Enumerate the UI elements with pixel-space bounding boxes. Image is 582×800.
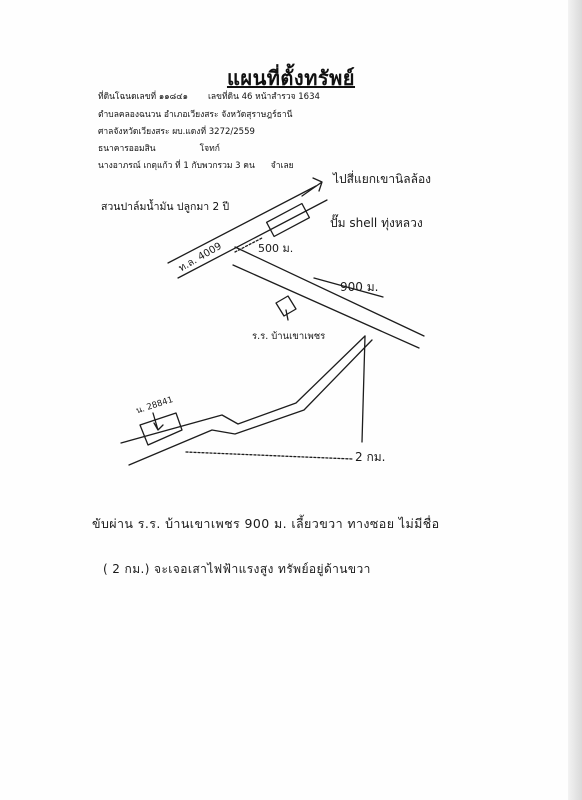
directions-line-2: ( 2 กม.) จะเจอเสาไฟฟ้าแรงสูง ทรัพย์อยู่ด้านขวา	[103, 562, 371, 576]
defendant-role: จำเลย	[270, 161, 294, 171]
location-text: ตำบลคลองฉนวน อำเภอเวียงสระ จังหวัดสุราษฎร์ธานี	[98, 110, 293, 120]
land-number: เลขที่ดิน 46 หน้าสำรวจ 1634	[208, 92, 320, 102]
shell-station-label: ปั๊ม shell ทุ่งหลวง	[330, 216, 423, 230]
distance-2km-label: 2 กม.	[355, 450, 386, 464]
distance-900-label: 900 ม.	[340, 280, 379, 294]
land-use-note: สวนปาล์มน้ำมัน ปลูกมา 2 ปี	[101, 201, 230, 213]
main-road-lower-edge	[178, 200, 327, 278]
plaintiff-role: โจทก์	[199, 144, 220, 154]
road-code-label: ท.ล. 4009	[177, 240, 224, 275]
parcel-marker	[140, 413, 182, 445]
main-road-upper-edge	[168, 186, 316, 263]
document-title: แผนที่ตั้งทรัพย์	[226, 66, 356, 90]
distance-2km-marker	[186, 452, 352, 459]
deed-number: ที่ดินโฉนดเลขที่ ๑๑๘๔๑	[98, 92, 189, 102]
junction-arrow	[302, 178, 322, 196]
plaintiff-name: ธนาคารออมสิน	[98, 144, 156, 154]
main-road-east-upper	[235, 247, 424, 336]
parcel-arrow	[153, 413, 163, 430]
directions-line-1: ขับผ่าน ร.ร. บ้านเขาเพชร 900 ม. เลี้ยวขวา ทางซอย ไม่มีชื่อ	[92, 516, 440, 531]
court-text: ศาลจังหวัดเวียงสระ ผบ.แดงที่ 3272/2559	[98, 127, 255, 137]
parcel-label: น. 28841	[134, 395, 175, 417]
defendant-name: นางอาภรณ์ เกตุแก้ว ที่ 1 กับพวกรวม 3 คน	[98, 161, 255, 171]
school-marker	[276, 296, 296, 320]
distance-500-label: 500 ม.	[258, 242, 294, 255]
school-label: ร.ร. บ้านเขาเพชร	[252, 331, 326, 342]
side-road-edge	[362, 336, 365, 442]
junction-label: ไปสี่แยกเขานิลล้อง	[333, 172, 432, 186]
